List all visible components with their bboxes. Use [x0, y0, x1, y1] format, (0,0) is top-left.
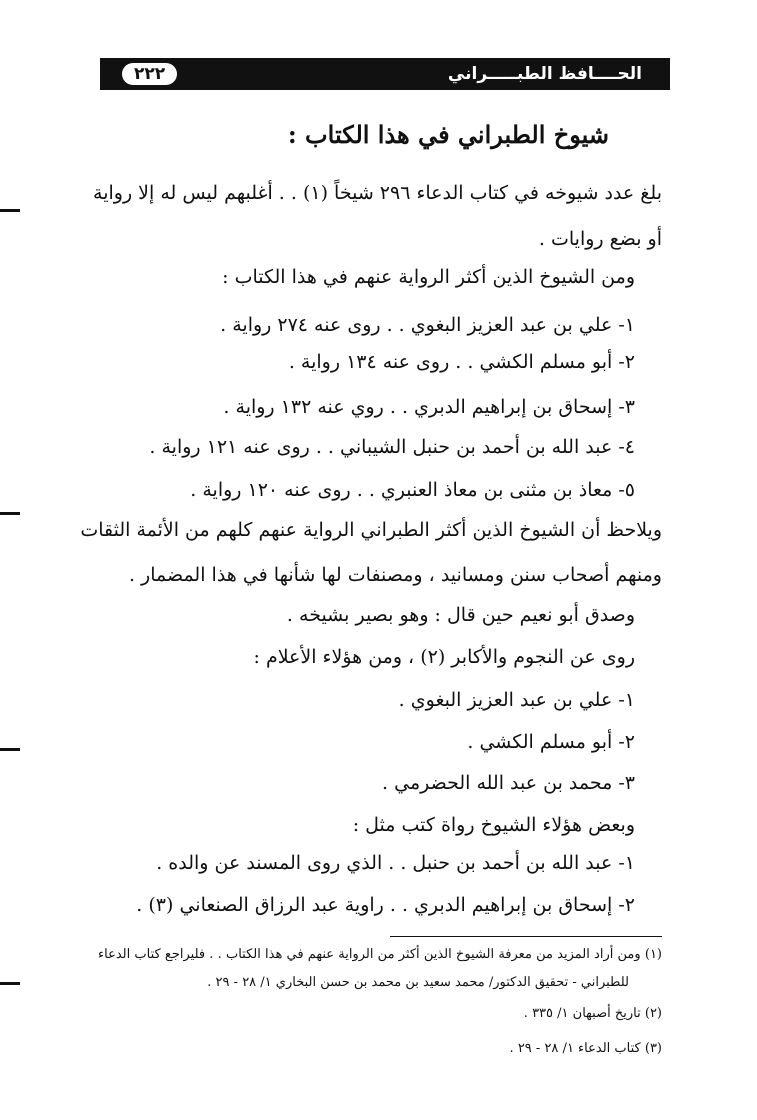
paragraph-line: ومنهم أصحاب سنن ومسانيد ، ومصنفات لها شأنها في هذا المضمار . [128, 564, 662, 586]
footnote-line: (٣) كتاب الدعاء ١/ ٢٨ - ٢٩ . [509, 1041, 662, 1056]
scan-edge-mark [0, 748, 20, 751]
running-title: الحــــافظ الطبـــــراني [447, 64, 642, 84]
list-item: ٣- محمد بن عبد الله الحضرمي . [382, 772, 635, 794]
footnote-line: للطبراني - تحقيق الدكتور/ محمد سعيد بن محمد بن حسن البخاري ١/ ٢٨ - ٢٩ . [207, 975, 629, 990]
footnote-divider [390, 936, 662, 937]
paragraph-line: وصدق أبو نعيم حين قال : وهو بصير بشيخه . [286, 604, 635, 626]
footnote-line: (٢) تاريخ أصبهان ١/ ٣٣٥ . [523, 1006, 662, 1021]
scan-edge-mark [0, 209, 20, 212]
list-item: ٥- معاذ بن مثنى بن معاذ العنبري . . روى عنه ١٢٠ رواية . [190, 479, 635, 501]
page-number: ٢٢٢ [122, 63, 177, 85]
list-item: ١- عبد الله بن أحمد بن حنبل . . الذي روى المسند عن والده . [156, 852, 635, 874]
paragraph-line: روى عن النجوم والأكابر (٢) ، ومن هؤلاء الأعلام : [253, 646, 635, 668]
list-item: ٤- عبد الله بن أحمد بن حنبل الشيباني . . روى عنه ١٢١ رواية . [149, 436, 635, 458]
scan-edge-mark [0, 512, 20, 515]
running-header [100, 58, 670, 90]
section-title: شيوخ الطبراني في هذا الكتاب : [287, 120, 609, 149]
list-item: ٢- أبو مسلم الكشي . . روى عنه ١٣٤ رواية . [288, 351, 635, 373]
paragraph-line: ويلاحظ أن الشيوخ الذين أكثر الطبراني الرواية عنهم كلهم من الأئمة الثقات [80, 519, 662, 541]
scan-edge-mark [0, 982, 20, 985]
list-item: ٢- إسحاق بن إبراهيم الدبري . . راوية عبد الرزاق الصنعاني (٣) . [136, 894, 635, 916]
paragraph-line: وبعض هؤلاء الشيوخ رواة كتب مثل : [352, 814, 635, 836]
paragraph-line: بلغ عدد شيوخه في كتاب الدعاء ٢٩٦ شيخاً (١) . . أغلبهم ليس له إلا رواية [93, 182, 662, 204]
list-item: ١- علي بن عبد العزيز البغوي . [398, 689, 635, 711]
list-item: ١- علي بن عبد العزيز البغوي . . روى عنه ٢٧٤ رواية . [220, 314, 635, 336]
footnote-line: (١) ومن أراد المزيد من معرفة الشيوخ الذين أكثر من الرواية عنهم في هذا الكتاب . . فليراجع كتاب الدعاء [98, 947, 662, 962]
paragraph-line: أو بضع روايات . [538, 228, 662, 250]
list-item: ٣- إسحاق بن إبراهيم الدبري . . روي عنه ١٣٢ رواية . [223, 396, 635, 418]
list-item: ٢- أبو مسلم الكشي . [467, 731, 635, 753]
paragraph-line: ومن الشيوخ الذين أكثر الرواية عنهم في هذا الكتاب : [222, 266, 635, 288]
